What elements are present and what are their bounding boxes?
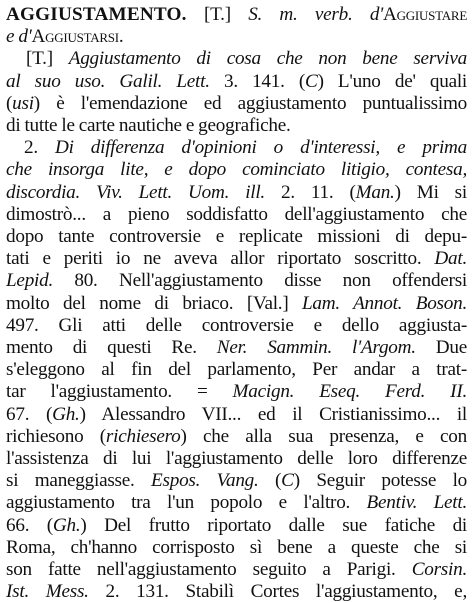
- entry-text: C: [281, 470, 294, 492]
- entry-line: [6, 337, 467, 359]
- entry-line: [6, 492, 467, 514]
- entry-text: Aggiustarsi.: [31, 26, 124, 48]
- entry-text: ) Del frutto riportato dalle sue fatiche di: [80, 514, 467, 536]
- entry-text: [T.]: [186, 4, 249, 25]
- entry-text: Aggiustamento di cosa che non bene serviva: [68, 48, 467, 70]
- entry-text: [T.]: [26, 48, 69, 70]
- entry-text: dimostrò... a pieno soddisfatto dell'aggiustamento che: [6, 203, 467, 225]
- entry-text: Bentiv. Lett.: [366, 492, 467, 514]
- entry-text: tar l'aggiustamento. =: [6, 381, 233, 403]
- entry-line: [6, 359, 467, 381]
- entry-text: Gh.: [52, 403, 80, 425]
- entry-line: [6, 381, 467, 403]
- entry-line: [6, 248, 467, 270]
- entry-line: [6, 515, 467, 537]
- entry-text: Man.: [355, 181, 395, 203]
- entry-text: C: [305, 70, 318, 92]
- entry-line: [6, 226, 467, 248]
- entry-line: [6, 581, 467, 603]
- entry-line: [6, 93, 467, 115]
- entry-line: [6, 26, 467, 48]
- dictionary-entry: [6, 4, 467, 603]
- entry-text: 80. Nell'aggiustamento disse non offendersi: [53, 270, 467, 292]
- entry-line: [6, 4, 467, 26]
- entry-text: 2.: [24, 137, 55, 159]
- entry-text: ) Seguir potesse lo: [293, 470, 467, 492]
- entry-text: (: [6, 92, 13, 114]
- entry-text: discordia. Viv. Lett. Uom. ill.: [6, 181, 265, 203]
- entry-text: usi: [12, 92, 34, 114]
- entry-text: Macign. Eseq. Ferd. II.: [232, 381, 467, 403]
- entry-line: [6, 404, 467, 426]
- entry-text: son fatte nell'aggiustamento seguito a Parigi.: [6, 559, 412, 581]
- entry-line: [6, 48, 467, 70]
- entry-text: Lepid.: [6, 270, 54, 292]
- entry-text: si maneggiasse.: [6, 470, 152, 492]
- entry-text: ) che alla sua presenza, e con: [180, 425, 467, 447]
- entry-text: S. m. verb. d': [248, 4, 384, 25]
- entry-line: [6, 159, 467, 181]
- entry-text: l'assistenza di lui l'aggiustamento delle loro differenze: [6, 448, 467, 470]
- entry-text: e d': [6, 26, 32, 48]
- entry-line: [6, 137, 467, 159]
- entry-text: tati e periti io ne aveva allor riportato soscritto.: [6, 248, 435, 270]
- entry-text: mento di questi Re.: [6, 337, 217, 359]
- entry-text: ) è l'emendazione ed aggiustamento puntualissimo: [33, 92, 467, 114]
- entry-text: 497. Gli atti delle controversie e dello aggiusta-: [6, 314, 467, 336]
- entry-text: Aggiustare: [383, 4, 467, 25]
- entry-text: 67. (: [6, 403, 53, 425]
- entry-line: [6, 470, 467, 492]
- entry-text: 2. 11. (: [264, 181, 356, 203]
- entry-text: ) L'uno de' quali: [317, 70, 467, 92]
- entry-text: Roma, ch'hanno corrisposto sì bene a queste che si: [6, 536, 467, 558]
- entry-text: Dat.: [434, 248, 467, 270]
- entry-text: s'eleggono al fin del parlamento, Per andar a trat-: [6, 359, 467, 381]
- entry-text: (: [258, 470, 282, 492]
- entry-line: [6, 537, 467, 559]
- entry-line: [6, 293, 467, 315]
- entry-line: [6, 315, 467, 337]
- entry-text: Di differenza d'opinioni o d'interessi, e prima: [55, 137, 467, 159]
- entry-line: [6, 204, 467, 226]
- entry-text: Ist. Mess.: [6, 581, 89, 603]
- entry-text: richiesero: [105, 425, 181, 447]
- entry-text: 3. 141. (: [209, 70, 306, 92]
- entry-line: [6, 115, 467, 137]
- entry-text: Due: [415, 337, 467, 359]
- entry-text: molto del nome di briaco. [Val.]: [6, 292, 302, 314]
- entry-line: [6, 426, 467, 448]
- entry-line: [6, 71, 467, 93]
- entry-line: [6, 270, 467, 292]
- entry-text: Espos. Vang.: [151, 470, 259, 492]
- entry-text: 2. 131. Stabilì Cortes l'aggiustamento, e,: [88, 581, 467, 603]
- entry-text: Ner. Sammin. l'Argom.: [216, 337, 416, 359]
- entry-text: al suo uso. Galil. Lett.: [6, 70, 210, 92]
- headword: AGGIUSTAMENTO.: [6, 4, 187, 25]
- entry-text: Lam. Annot. Boson.: [302, 292, 467, 314]
- entry-text: Corsin.: [411, 559, 467, 581]
- entry-text: Gh.: [52, 514, 81, 536]
- entry-text: 66. (: [6, 514, 53, 536]
- entry-text: che insorga lite, e dopo cominciato litigio, contesa,: [6, 159, 467, 181]
- entry-line: [6, 559, 467, 581]
- entry-line: [6, 448, 467, 470]
- entry-text: dopo tante controversie e replicate missioni di depu-: [6, 226, 467, 248]
- entry-text: richiesono (: [6, 425, 106, 447]
- entry-text: aggiustamento tra l'un popolo e l'altro.: [6, 492, 367, 514]
- entry-text: ) Alessandro VII... ed il Cristianissimo... il: [79, 403, 467, 425]
- entry-line: [6, 182, 467, 204]
- entry-text: ) Mi si: [394, 181, 467, 203]
- entry-text: di tutte le carte nautiche e geografiche.: [6, 115, 291, 137]
